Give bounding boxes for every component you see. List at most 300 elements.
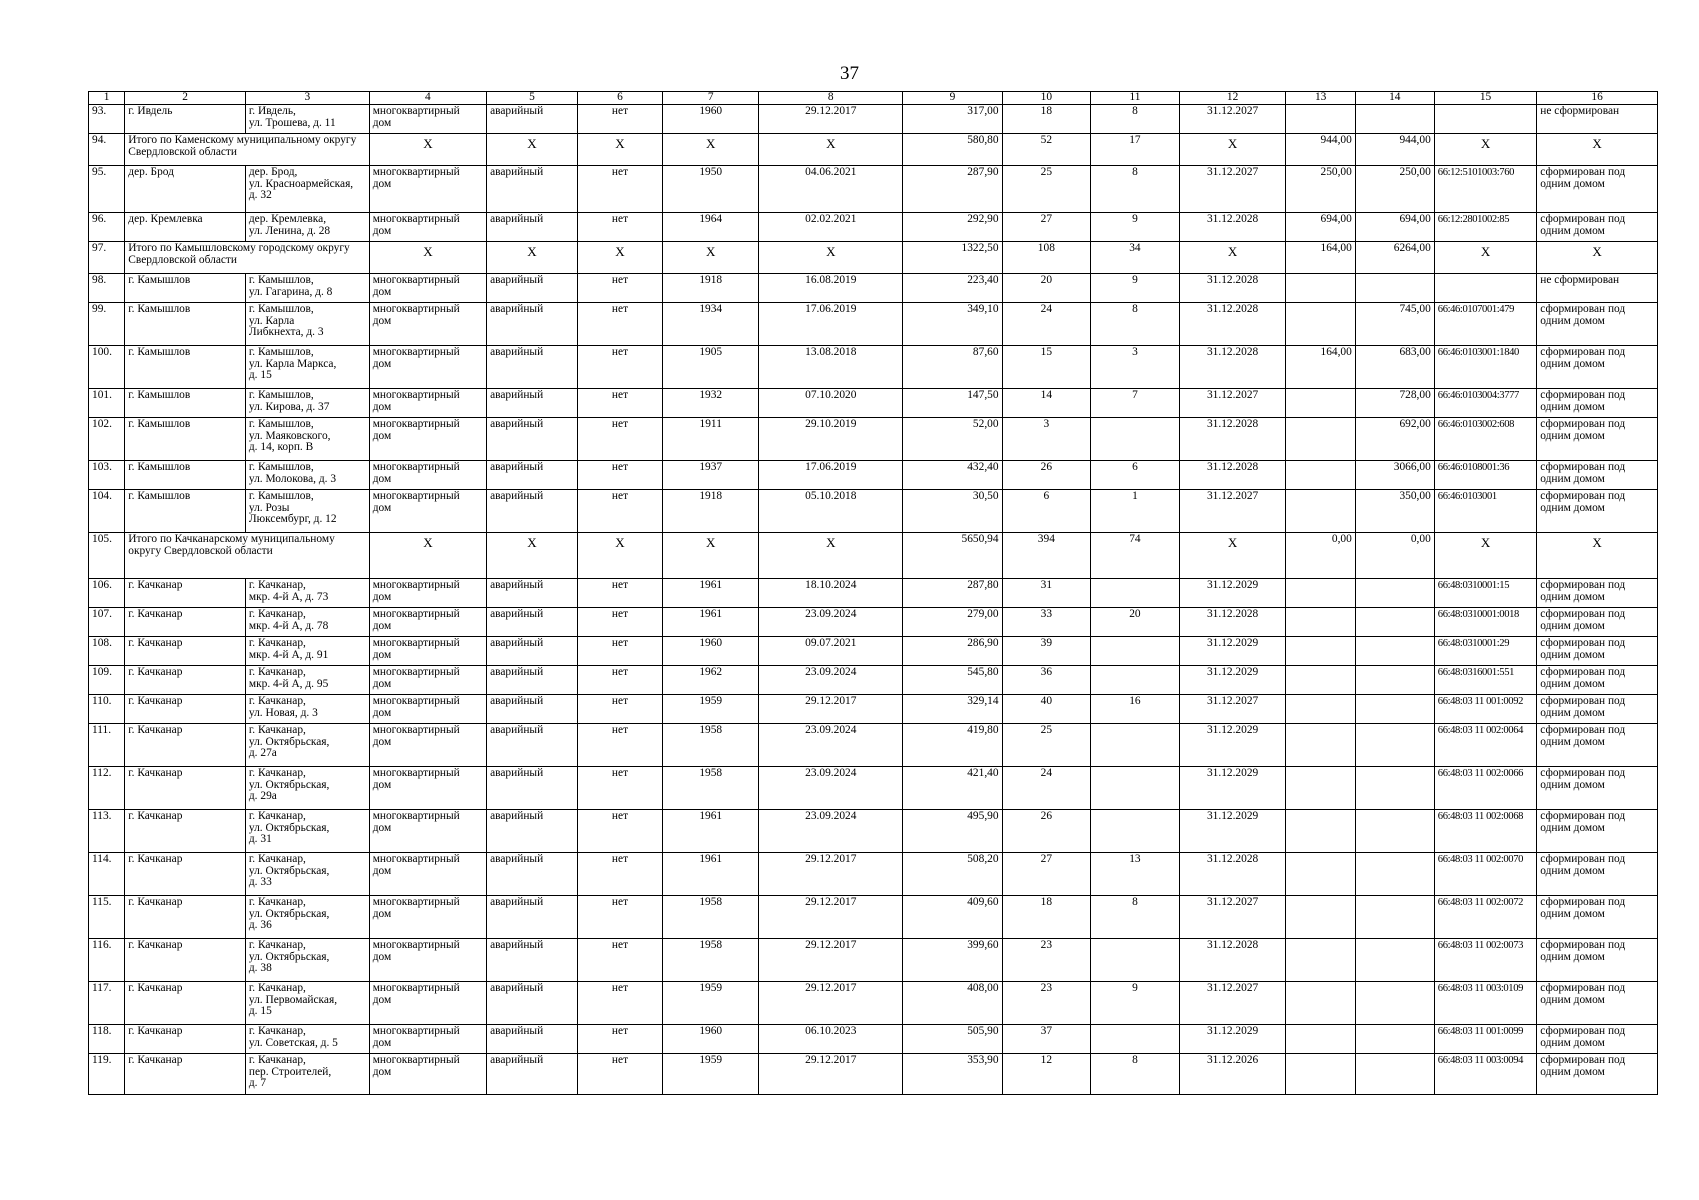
value-14-cell: 728,00 <box>1355 388 1434 417</box>
area-cell: 287,90 <box>903 165 1002 212</box>
settlement-cell: дер. Брод <box>125 165 246 212</box>
total-row <box>89 241 1658 273</box>
house-type-cell: многоквартирный дом <box>369 578 486 607</box>
cadastral-number-cell: 66:48:03 11 002:0064 <box>1434 723 1536 766</box>
row-number-cell: 98. <box>89 273 125 302</box>
area-cell: 279,00 <box>903 607 1002 636</box>
area-cell: 399,60 <box>903 938 1002 981</box>
build-year-cell: 1960 <box>663 104 759 133</box>
cadastral-number-cell: 66:48:03 11 001:0099 <box>1434 1024 1536 1053</box>
ownership-cell: нет <box>577 165 662 212</box>
value-14-cell <box>1355 104 1434 133</box>
table-row <box>89 895 1658 938</box>
relocation-deadline-cell: 31.12.2028 <box>1179 938 1286 981</box>
cadastral-number-cell <box>1434 273 1536 302</box>
house-type-cell: многоквартирный дом <box>369 165 486 212</box>
value-14-cell <box>1355 809 1434 852</box>
row-number-cell: 95. <box>89 165 125 212</box>
area-cell: 286,90 <box>903 636 1002 665</box>
ownership-cell: нет <box>577 104 662 133</box>
residents-11-cell: 9 <box>1091 981 1180 1024</box>
residents-cell: 394 <box>1002 532 1091 578</box>
address-cell: г. Качканар, ул. Октябрьская, д. 27а <box>245 723 369 766</box>
settlement-cell: г. Качканар <box>125 665 246 694</box>
settlement-cell: г. Качканар <box>125 636 246 665</box>
ownership-cell: нет <box>577 723 662 766</box>
value-13-cell: 164,00 <box>1286 345 1355 388</box>
value-13-cell <box>1286 302 1355 345</box>
house-status-cell: аварийный <box>487 460 578 489</box>
residents-11-cell: 17 <box>1091 133 1180 165</box>
build-year-cell: 1959 <box>663 694 759 723</box>
residents-cell: 26 <box>1002 809 1091 852</box>
house-type-cell: многоквартирный дом <box>369 852 486 895</box>
row-number-cell: 116. <box>89 938 125 981</box>
land-status-cell: сформирован под одним домом <box>1537 852 1658 895</box>
house-status-cell: аварийный <box>487 212 578 241</box>
settlement-cell: г. Ивдель <box>125 104 246 133</box>
relocation-deadline-cell: 31.12.2028 <box>1179 607 1286 636</box>
land-status-cell: сформирован под одним домом <box>1537 578 1658 607</box>
residents-11-cell: 8 <box>1091 895 1180 938</box>
address-cell: г. Ивдель, ул. Трошева, д. 11 <box>245 104 369 133</box>
residents-11-cell <box>1091 766 1180 809</box>
house-type-cell: многоквартирный дом <box>369 489 486 532</box>
table-row <box>89 852 1658 895</box>
recognition-date-cell: 29.12.2017 <box>759 852 903 895</box>
value-13-cell <box>1286 723 1355 766</box>
value-14-cell <box>1355 1024 1434 1053</box>
house-type-cell: X <box>369 532 486 578</box>
residents-11-cell: 20 <box>1091 607 1180 636</box>
build-year-cell: 1960 <box>663 636 759 665</box>
cadastral-number-cell: 66:48:03 11 003:0094 <box>1434 1053 1536 1094</box>
relocation-deadline-cell: 31.12.2027 <box>1179 104 1286 133</box>
land-status-cell: X <box>1537 532 1658 578</box>
recognition-date-cell: 29.12.2017 <box>759 104 903 133</box>
value-13-cell <box>1286 694 1355 723</box>
build-year-cell: 1918 <box>663 273 759 302</box>
table-row <box>89 1053 1658 1094</box>
house-type-cell: многоквартирный дом <box>369 104 486 133</box>
build-year-cell: X <box>663 241 759 273</box>
area-cell: 421,40 <box>903 766 1002 809</box>
land-status-cell: сформирован под одним домом <box>1537 981 1658 1024</box>
residents-cell: 15 <box>1002 345 1091 388</box>
relocation-deadline-cell: X <box>1179 133 1286 165</box>
house-type-cell: X <box>369 241 486 273</box>
recognition-date-cell: X <box>759 133 903 165</box>
build-year-cell: 1911 <box>663 417 759 460</box>
address-cell: г. Качканар, ул. Октябрьская, д. 36 <box>245 895 369 938</box>
value-14-cell: 683,00 <box>1355 345 1434 388</box>
ownership-cell: нет <box>577 938 662 981</box>
address-cell: г. Качканар, мкр. 4-й А, д. 73 <box>245 578 369 607</box>
house-status-cell: аварийный <box>487 981 578 1024</box>
area-cell: 432,40 <box>903 460 1002 489</box>
value-13-cell <box>1286 981 1355 1024</box>
header-cell: 3 <box>245 92 369 105</box>
ownership-cell: нет <box>577 578 662 607</box>
relocation-deadline-cell: 31.12.2029 <box>1179 665 1286 694</box>
land-status-cell: сформирован под одним домом <box>1537 766 1658 809</box>
ownership-cell: нет <box>577 1024 662 1053</box>
ownership-cell: нет <box>577 694 662 723</box>
value-13-cell <box>1286 665 1355 694</box>
house-type-cell: многоквартирный дом <box>369 212 486 241</box>
residents-11-cell: 6 <box>1091 460 1180 489</box>
relocation-deadline-cell: 31.12.2027 <box>1179 981 1286 1024</box>
settlement-cell: г. Камышлов <box>125 273 246 302</box>
address-cell: г. Качканар, ул. Октябрьская, д. 38 <box>245 938 369 981</box>
relocation-deadline-cell: 31.12.2028 <box>1179 345 1286 388</box>
table-row <box>89 665 1658 694</box>
residents-cell: 24 <box>1002 302 1091 345</box>
cadastral-number-cell: 66:48:0310001:15 <box>1434 578 1536 607</box>
address-cell: г. Качканар, ул. Октябрьская, д. 33 <box>245 852 369 895</box>
ownership-cell: нет <box>577 809 662 852</box>
value-14-cell: 6264,00 <box>1355 241 1434 273</box>
value-14-cell <box>1355 607 1434 636</box>
area-cell: 223,40 <box>903 273 1002 302</box>
land-status-cell: сформирован под одним домом <box>1537 1024 1658 1053</box>
settlement-cell: г. Камышлов <box>125 460 246 489</box>
value-14-cell <box>1355 981 1434 1024</box>
residents-cell: 23 <box>1002 981 1091 1024</box>
residents-cell: 27 <box>1002 852 1091 895</box>
cadastral-number-cell: 66:12:2801002:85 <box>1434 212 1536 241</box>
value-13-cell <box>1286 578 1355 607</box>
house-status-cell: аварийный <box>487 852 578 895</box>
address-cell: г. Качканар, ул. Первомайская, д. 15 <box>245 981 369 1024</box>
address-cell: г. Камышлов, ул. Розы Люксембург, д. 12 <box>245 489 369 532</box>
settlement-cell: дер. Кремлевка <box>125 212 246 241</box>
cadastral-number-cell: 66:48:0310001:29 <box>1434 636 1536 665</box>
header-cell: 13 <box>1286 92 1355 105</box>
residents-cell: 24 <box>1002 766 1091 809</box>
header-cell: 8 <box>759 92 903 105</box>
ownership-cell: нет <box>577 981 662 1024</box>
relocation-deadline-cell: 31.12.2029 <box>1179 578 1286 607</box>
land-status-cell: сформирован под одним домом <box>1537 212 1658 241</box>
residents-11-cell: 8 <box>1091 104 1180 133</box>
relocation-deadline-cell: 31.12.2027 <box>1179 489 1286 532</box>
register-body <box>89 104 1658 1094</box>
table-row <box>89 302 1658 345</box>
cadastral-number-cell: 66:48:0310001:0018 <box>1434 607 1536 636</box>
table-row <box>89 636 1658 665</box>
residents-11-cell: 34 <box>1091 241 1180 273</box>
settlement-cell: г. Качканар <box>125 766 246 809</box>
row-number-cell: 110. <box>89 694 125 723</box>
residents-11-cell <box>1091 417 1180 460</box>
residents-cell: 18 <box>1002 104 1091 133</box>
house-status-cell: аварийный <box>487 809 578 852</box>
ownership-cell: нет <box>577 489 662 532</box>
house-status-cell: аварийный <box>487 723 578 766</box>
ownership-cell: нет <box>577 345 662 388</box>
house-type-cell: многоквартирный дом <box>369 766 486 809</box>
recognition-date-cell: 04.06.2021 <box>759 165 903 212</box>
table-row <box>89 104 1658 133</box>
residents-11-cell <box>1091 723 1180 766</box>
land-status-cell: сформирован под одним домом <box>1537 345 1658 388</box>
value-14-cell: 350,00 <box>1355 489 1434 532</box>
recognition-date-cell: 23.09.2024 <box>759 766 903 809</box>
land-status-cell: сформирован под одним домом <box>1537 607 1658 636</box>
settlement-cell: г. Качканар <box>125 723 246 766</box>
house-status-cell: аварийный <box>487 302 578 345</box>
relocation-deadline-cell: 31.12.2027 <box>1179 165 1286 212</box>
row-number-cell: 108. <box>89 636 125 665</box>
address-cell: дер. Кремлевка, ул. Ленина, д. 28 <box>245 212 369 241</box>
house-status-cell: X <box>487 532 578 578</box>
ownership-cell: нет <box>577 302 662 345</box>
row-number-cell: 113. <box>89 809 125 852</box>
house-type-cell: многоквартирный дом <box>369 607 486 636</box>
address-cell: г. Камышлов, ул. Карла Маркса, д. 15 <box>245 345 369 388</box>
table-row <box>89 273 1658 302</box>
relocation-deadline-cell: 31.12.2028 <box>1179 417 1286 460</box>
value-13-cell <box>1286 273 1355 302</box>
cadastral-number-cell: 66:48:03 11 002:0070 <box>1434 852 1536 895</box>
recognition-date-cell: 29.12.2017 <box>759 1053 903 1094</box>
settlement-cell: г. Качканар <box>125 1024 246 1053</box>
value-13-cell: 250,00 <box>1286 165 1355 212</box>
residents-11-cell: 7 <box>1091 388 1180 417</box>
ownership-cell: нет <box>577 273 662 302</box>
build-year-cell: 1961 <box>663 852 759 895</box>
build-year-cell: X <box>663 133 759 165</box>
house-status-cell: аварийный <box>487 938 578 981</box>
value-14-cell <box>1355 665 1434 694</box>
value-13-cell <box>1286 388 1355 417</box>
residents-11-cell: 3 <box>1091 345 1180 388</box>
area-cell: 5650,94 <box>903 532 1002 578</box>
address-cell: г. Качканар, мкр. 4-й А, д. 95 <box>245 665 369 694</box>
value-14-cell <box>1355 852 1434 895</box>
header-cell: 14 <box>1355 92 1434 105</box>
settlement-cell: г. Камышлов <box>125 302 246 345</box>
residents-cell: 52 <box>1002 133 1091 165</box>
header-cell: 1 <box>89 92 125 105</box>
house-status-cell: аварийный <box>487 104 578 133</box>
ownership-cell: нет <box>577 852 662 895</box>
area-cell: 317,00 <box>903 104 1002 133</box>
header-cell: 12 <box>1179 92 1286 105</box>
house-status-cell: аварийный <box>487 1053 578 1094</box>
land-status-cell: сформирован под одним домом <box>1537 489 1658 532</box>
residents-cell: 20 <box>1002 273 1091 302</box>
row-number-cell: 97. <box>89 241 125 273</box>
address-cell: г. Качканар, мкр. 4-й А, д. 91 <box>245 636 369 665</box>
cadastral-number-cell: 66:48:03 11 002:0068 <box>1434 809 1536 852</box>
settlement-cell: г. Камышлов <box>125 388 246 417</box>
cadastral-number-cell: 66:46:0103004:3777 <box>1434 388 1536 417</box>
row-number-cell: 109. <box>89 665 125 694</box>
recognition-date-cell: 29.10.2019 <box>759 417 903 460</box>
land-status-cell: сформирован под одним домом <box>1537 460 1658 489</box>
house-status-cell: аварийный <box>487 607 578 636</box>
value-13-cell <box>1286 809 1355 852</box>
relocation-deadline-cell: 31.12.2027 <box>1179 388 1286 417</box>
table-row <box>89 417 1658 460</box>
land-status-cell: сформирован под одним домом <box>1537 723 1658 766</box>
residents-11-cell: 74 <box>1091 532 1180 578</box>
row-number-cell: 102. <box>89 417 125 460</box>
table-row <box>89 694 1658 723</box>
row-number-cell: 118. <box>89 1024 125 1053</box>
ownership-cell: нет <box>577 460 662 489</box>
land-status-cell: сформирован под одним домом <box>1537 938 1658 981</box>
house-type-cell: многоквартирный дом <box>369 273 486 302</box>
house-type-cell: многоквартирный дом <box>369 981 486 1024</box>
header-cell: 4 <box>369 92 486 105</box>
relocation-deadline-cell: 31.12.2029 <box>1179 809 1286 852</box>
house-type-cell: многоквартирный дом <box>369 694 486 723</box>
value-13-cell <box>1286 104 1355 133</box>
area-cell: 495,90 <box>903 809 1002 852</box>
value-13-cell <box>1286 852 1355 895</box>
table-row <box>89 578 1658 607</box>
residents-11-cell: 9 <box>1091 212 1180 241</box>
build-year-cell: 1958 <box>663 766 759 809</box>
house-type-cell: многоквартирный дом <box>369 809 486 852</box>
house-type-cell: многоквартирный дом <box>369 460 486 489</box>
total-row <box>89 532 1658 578</box>
residents-11-cell <box>1091 1024 1180 1053</box>
house-type-cell: многоквартирный дом <box>369 665 486 694</box>
row-number-cell: 111. <box>89 723 125 766</box>
value-14-cell: 692,00 <box>1355 417 1434 460</box>
row-number-cell: 96. <box>89 212 125 241</box>
house-type-cell: многоквартирный дом <box>369 636 486 665</box>
cadastral-number-cell <box>1434 104 1536 133</box>
build-year-cell: 1950 <box>663 165 759 212</box>
recognition-date-cell: 02.02.2021 <box>759 212 903 241</box>
residents-11-cell: 1 <box>1091 489 1180 532</box>
relocation-deadline-cell: 31.12.2026 <box>1179 1053 1286 1094</box>
house-status-cell: аварийный <box>487 578 578 607</box>
row-number-cell: 117. <box>89 981 125 1024</box>
total-label-cell: Итого по Качканарскому муниципальному округу Свердловской области <box>125 532 369 578</box>
cadastral-number-cell: 66:48:03 11 001:0092 <box>1434 694 1536 723</box>
value-14-cell <box>1355 895 1434 938</box>
build-year-cell: X <box>663 532 759 578</box>
residents-cell: 25 <box>1002 723 1091 766</box>
row-number-cell: 104. <box>89 489 125 532</box>
build-year-cell: 1961 <box>663 809 759 852</box>
residents-cell: 39 <box>1002 636 1091 665</box>
row-number-cell: 107. <box>89 607 125 636</box>
recognition-date-cell: 07.10.2020 <box>759 388 903 417</box>
header-cell: 15 <box>1434 92 1536 105</box>
house-type-cell: многоквартирный дом <box>369 1053 486 1094</box>
residents-cell: 14 <box>1002 388 1091 417</box>
build-year-cell: 1932 <box>663 388 759 417</box>
land-status-cell: не сформирован <box>1537 104 1658 133</box>
housing-register-table <box>88 91 1658 1095</box>
value-14-cell: 694,00 <box>1355 212 1434 241</box>
recognition-date-cell: 23.09.2024 <box>759 723 903 766</box>
settlement-cell: г. Качканар <box>125 578 246 607</box>
ownership-cell: нет <box>577 212 662 241</box>
recognition-date-cell: 06.10.2023 <box>759 1024 903 1053</box>
address-cell: г. Качканар, ул. Октябрьская, д. 29а <box>245 766 369 809</box>
land-status-cell: X <box>1537 241 1658 273</box>
land-status-cell: сформирован под одним домом <box>1537 694 1658 723</box>
relocation-deadline-cell: 31.12.2028 <box>1179 273 1286 302</box>
house-type-cell: X <box>369 133 486 165</box>
table-row <box>89 489 1658 532</box>
header-cell: 6 <box>577 92 662 105</box>
house-type-cell: многоквартирный дом <box>369 895 486 938</box>
row-number-cell: 101. <box>89 388 125 417</box>
ownership-cell: X <box>577 133 662 165</box>
residents-11-cell: 8 <box>1091 302 1180 345</box>
recognition-date-cell: 29.12.2017 <box>759 938 903 981</box>
house-status-cell: аварийный <box>487 165 578 212</box>
residents-11-cell: 9 <box>1091 273 1180 302</box>
relocation-deadline-cell: 31.12.2029 <box>1179 636 1286 665</box>
value-13-cell <box>1286 1024 1355 1053</box>
area-cell: 30,50 <box>903 489 1002 532</box>
area-cell: 419,80 <box>903 723 1002 766</box>
residents-11-cell <box>1091 809 1180 852</box>
table-row <box>89 607 1658 636</box>
row-number-cell: 99. <box>89 302 125 345</box>
cadastral-number-cell: 66:48:03 11 002:0072 <box>1434 895 1536 938</box>
house-status-cell: X <box>487 241 578 273</box>
cadastral-number-cell: X <box>1434 532 1536 578</box>
house-type-cell: многоквартирный дом <box>369 938 486 981</box>
residents-11-cell <box>1091 636 1180 665</box>
ownership-cell: нет <box>577 665 662 694</box>
residents-cell: 40 <box>1002 694 1091 723</box>
residents-11-cell <box>1091 665 1180 694</box>
row-number-cell: 119. <box>89 1053 125 1094</box>
cadastral-number-cell: 66:46:0103001 <box>1434 489 1536 532</box>
row-number-cell: 94. <box>89 133 125 165</box>
build-year-cell: 1934 <box>663 302 759 345</box>
recognition-date-cell: 17.06.2019 <box>759 302 903 345</box>
residents-cell: 26 <box>1002 460 1091 489</box>
cadastral-number-cell: 66:48:03 11 002:0073 <box>1434 938 1536 981</box>
cadastral-number-cell: 66:46:0103002:608 <box>1434 417 1536 460</box>
recognition-date-cell: 23.09.2024 <box>759 809 903 852</box>
residents-cell: 3 <box>1002 417 1091 460</box>
ownership-cell: нет <box>577 417 662 460</box>
settlement-cell: г. Качканар <box>125 694 246 723</box>
cadastral-number-cell: 66:46:0107001:479 <box>1434 302 1536 345</box>
relocation-deadline-cell: 31.12.2027 <box>1179 694 1286 723</box>
value-14-cell: 944,00 <box>1355 133 1434 165</box>
ownership-cell: нет <box>577 388 662 417</box>
value-13-cell: 944,00 <box>1286 133 1355 165</box>
value-13-cell <box>1286 417 1355 460</box>
house-status-cell: аварийный <box>487 388 578 417</box>
value-13-cell <box>1286 489 1355 532</box>
recognition-date-cell: 17.06.2019 <box>759 460 903 489</box>
address-cell: дер. Брод, ул. Красноармейская, д. 32 <box>245 165 369 212</box>
address-cell: г. Качканар, пер. Строителей, д. 7 <box>245 1053 369 1094</box>
residents-11-cell: 13 <box>1091 852 1180 895</box>
recognition-date-cell: 16.08.2019 <box>759 273 903 302</box>
settlement-cell: г. Камышлов <box>125 489 246 532</box>
cadastral-number-cell: 66:48:0316001:551 <box>1434 665 1536 694</box>
ownership-cell: нет <box>577 607 662 636</box>
settlement-cell: г. Качканар <box>125 1053 246 1094</box>
